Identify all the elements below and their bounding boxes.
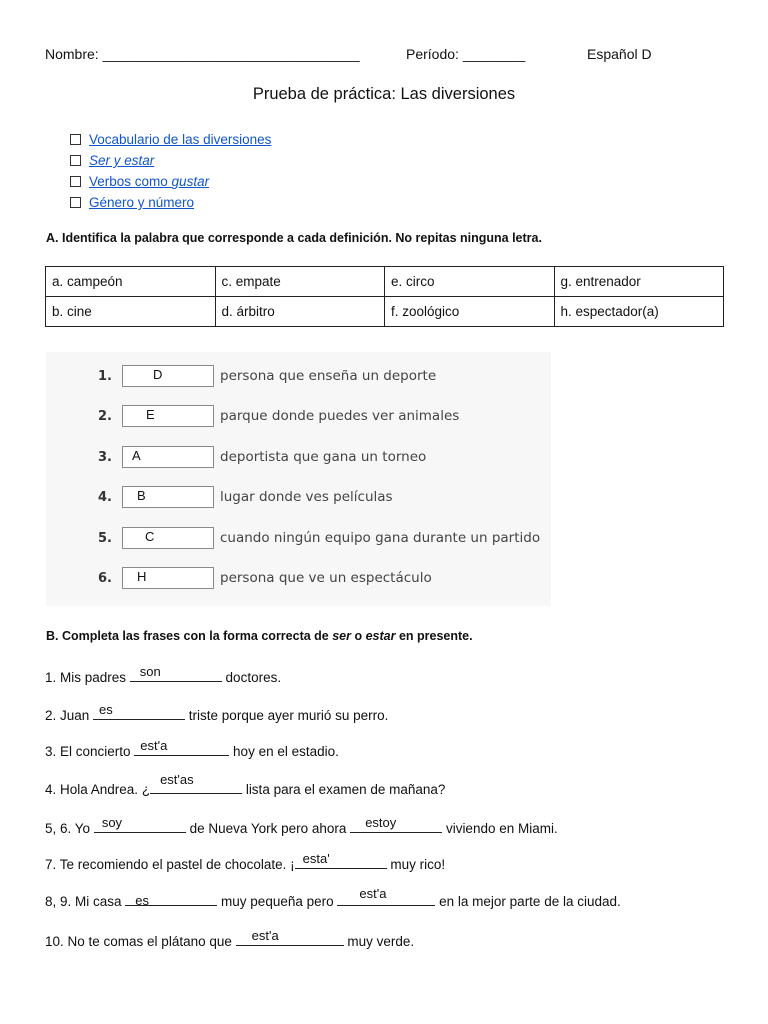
- checkbox[interactable]: [70, 176, 81, 187]
- sentence-text: doctores.: [221, 670, 282, 685]
- answer-value: B: [137, 488, 146, 503]
- match-item: [46, 403, 459, 429]
- match-item: [46, 484, 393, 510]
- match-item: [46, 363, 436, 389]
- answer-input[interactable]: [122, 527, 214, 549]
- definition-text: cuando ningún equipo gana durante un partido: [220, 530, 541, 546]
- vocabulary-table: [45, 266, 724, 327]
- answer-value: son: [139, 664, 161, 679]
- answer-value: soy: [101, 815, 123, 830]
- sentence-8-9: [45, 886, 621, 909]
- table-cell: d. árbitro: [215, 297, 385, 327]
- answer-value: estoy: [365, 815, 397, 830]
- table-cell: g. entrenador: [554, 267, 724, 297]
- answer-value: E: [146, 407, 155, 422]
- topic-link-label: Verbos como: [89, 174, 172, 189]
- topic-checklist: [70, 129, 271, 213]
- answer-value: est'a: [359, 886, 387, 901]
- answer-value: C: [145, 529, 155, 544]
- answer-input[interactable]: [122, 405, 214, 427]
- sentence-3: [45, 738, 339, 759]
- course-label: Español D: [587, 46, 652, 62]
- checkbox[interactable]: [70, 155, 81, 166]
- instruction-estar: estar: [365, 629, 396, 643]
- section-b-instruction: [46, 629, 473, 643]
- section-a-instruction: A. Identifica la palabra que corresponde a cada definición. No repitas ninguna letra.: [46, 231, 542, 245]
- answer-blank[interactable]: [236, 928, 344, 946]
- topic-link-genero-numero[interactable]: Género y número: [89, 195, 195, 210]
- answer-blank[interactable]: [130, 664, 222, 682]
- answer-value: est'as: [160, 772, 194, 787]
- sentence-text: viviendo en Miami.: [442, 821, 558, 836]
- answer-value: esta': [302, 851, 330, 866]
- table-cell: f. zoológico: [385, 297, 555, 327]
- page-title: Prueba de práctica: Las diversiones: [252, 85, 516, 103]
- sentence-text: muy verde.: [343, 934, 415, 949]
- sentence-1: [45, 664, 282, 685]
- answer-blank[interactable]: [134, 738, 229, 756]
- checklist-item: [70, 150, 271, 171]
- answer-value: D: [153, 367, 163, 382]
- instruction-ser: ser: [332, 629, 351, 643]
- sentence-text: triste porque ayer murió su perro.: [185, 708, 389, 723]
- sentence-text: 2. Juan: [45, 708, 94, 723]
- matching-panel: [46, 352, 551, 606]
- sentence-text: 7. Te recomiendo el pastel de chocolate. ¡: [45, 857, 295, 872]
- table-row: [46, 267, 724, 297]
- answer-input[interactable]: [122, 365, 214, 387]
- answer-blank[interactable]: [295, 851, 387, 869]
- instruction-text: en presente.: [395, 629, 473, 643]
- table-cell: h. espectador(a): [554, 297, 724, 327]
- item-number: 3.: [98, 449, 112, 465]
- answer-input[interactable]: [122, 567, 214, 589]
- answer-blank[interactable]: [337, 886, 435, 906]
- definition-text: persona que ve un espectáculo: [220, 570, 432, 586]
- table-cell: e. circo: [385, 267, 555, 297]
- match-item: [46, 444, 426, 470]
- sentence-text: 4. Hola Andrea. ¿: [45, 782, 151, 797]
- item-number: 4.: [98, 489, 112, 505]
- answer-value: H: [137, 569, 147, 584]
- item-number: 5.: [98, 530, 112, 546]
- checkbox[interactable]: [70, 197, 81, 208]
- sentence-text: 10. No te comas el plátano que: [45, 934, 236, 949]
- answer-value: est'a: [251, 928, 279, 943]
- sentence-text: de Nueva York pero ahora: [185, 821, 351, 836]
- table-cell: b. cine: [46, 297, 216, 327]
- answer-blank[interactable]: [150, 772, 242, 794]
- topic-link-gustar[interactable]: [89, 174, 209, 189]
- topic-link-ser-estar[interactable]: [89, 153, 154, 168]
- sentence-text: en la mejor parte de la ciudad.: [435, 894, 621, 909]
- sentence-10: [45, 928, 415, 949]
- sentence-text: hoy en el estadio.: [229, 744, 339, 759]
- table-cell: a. campeón: [46, 267, 216, 297]
- item-number: 1.: [98, 368, 112, 384]
- definition-text: persona que enseña un deporte: [220, 368, 437, 384]
- sentence-text: 5, 6. Yo: [45, 821, 94, 836]
- checklist-item: [70, 192, 271, 213]
- answer-value: A: [132, 448, 141, 463]
- checklist-item: [70, 129, 271, 150]
- answer-input[interactable]: [122, 446, 214, 468]
- answer-blank[interactable]: [93, 702, 185, 720]
- definition-text: parque donde puedes ver animales: [220, 408, 460, 424]
- answer-blank[interactable]: [125, 891, 217, 906]
- match-item: [46, 525, 540, 551]
- sentence-text: muy rico!: [386, 857, 446, 872]
- topic-link-emphasis: gustar: [171, 174, 210, 189]
- sentence-5-6: [45, 815, 558, 836]
- sentence-text: 8, 9. Mi casa: [45, 894, 126, 909]
- answer-value: es: [135, 893, 150, 908]
- topic-link-vocabulario[interactable]: Vocabulario de las diversiones: [89, 132, 272, 147]
- table-cell: c. empate: [215, 267, 385, 297]
- answer-value: est'a: [140, 738, 168, 753]
- answer-blank[interactable]: [94, 815, 186, 833]
- item-number: 6.: [98, 570, 112, 586]
- sentence-text: 3. El concierto: [45, 744, 135, 759]
- sentence-7: [45, 851, 446, 872]
- sentence-text: muy pequeña pero: [217, 894, 338, 909]
- checkbox[interactable]: [70, 134, 81, 145]
- answer-blank[interactable]: [350, 815, 442, 833]
- definition-text: deportista que gana un torneo: [220, 449, 427, 465]
- periodo-label: Período: ________: [406, 46, 526, 62]
- topic-link-label: Ser y estar: [89, 153, 155, 168]
- answer-value: es: [99, 702, 113, 717]
- sentence-2: [45, 702, 389, 723]
- item-number: 2.: [98, 408, 112, 424]
- table-row: [46, 297, 724, 327]
- checklist-item: [70, 171, 271, 192]
- sentence-4: [45, 772, 446, 797]
- instruction-text: o: [351, 629, 366, 643]
- definition-text: lugar donde ves películas: [220, 489, 393, 505]
- sentence-text: 1. Mis padres: [45, 670, 130, 685]
- match-item: [46, 565, 432, 591]
- answer-input[interactable]: [122, 486, 214, 508]
- instruction-text: B. Completa las frases con la forma correcta de: [46, 629, 333, 643]
- nombre-label: Nombre: _________________________________: [45, 46, 360, 62]
- sentence-text: lista para el examen de mañana?: [242, 782, 446, 797]
